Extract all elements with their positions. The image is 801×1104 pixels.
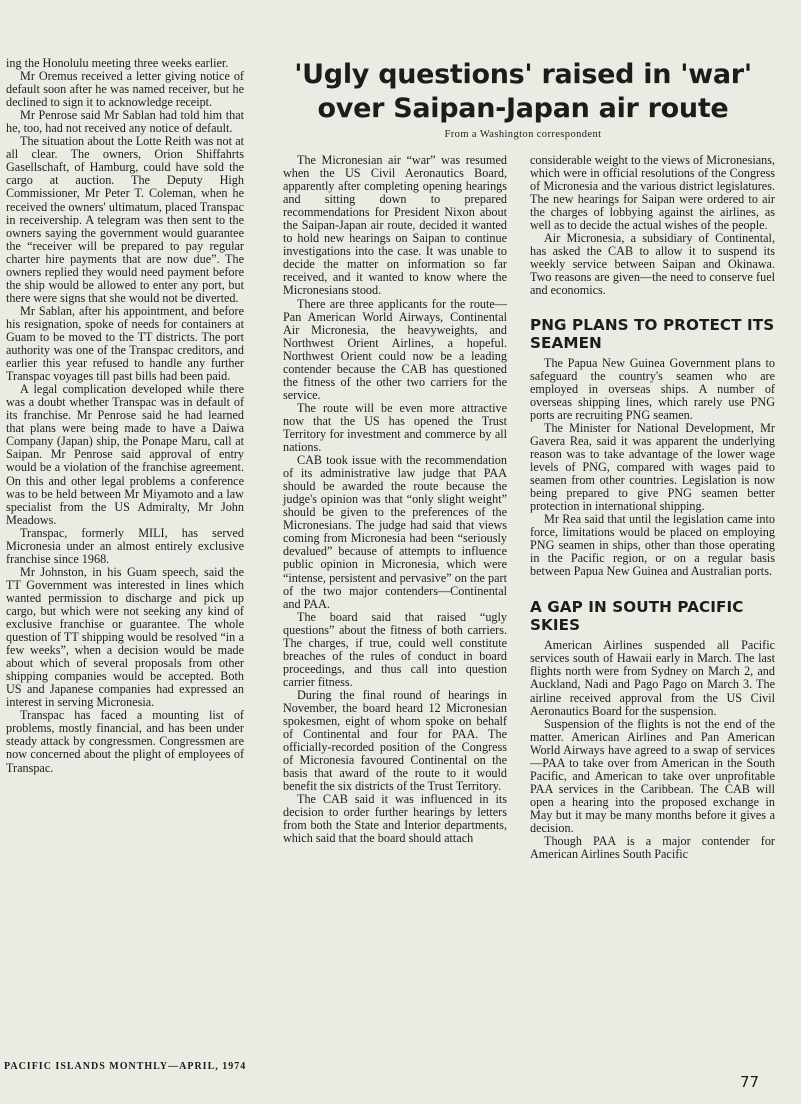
left-paragraph: Mr Penrose said Mr Sablan had told him that he, too, had not received any notice of default. <box>6 108 244 136</box>
article-paragraph: considerable weight to the views of Micronesians, which were in official resolutions of the Congress of Micronesia and the various district legislatures. The new hearings for Saipan were ordered to air the charges of lobbying against the airlines, as well as to decide the actual wishes of the people. <box>530 153 775 233</box>
article-paragraph: The board said that raised “ugly questions” about the fitness of both carriers. The charges, if true, could well constitute breaches of the rules of conduct in board proceedings, and thus call into question carrier fitness. <box>283 609 507 689</box>
left-paragraph: Transpac, formerly MILI, has served Micronesia under an almost entirely exclusive franchise since 1968. <box>6 525 244 566</box>
article-paragraph: The route will be even more attractive now that the US has opened the Trust Territory for investment and commerce by all nations. <box>283 400 507 455</box>
png-paragraph: Mr Rea said that until the legislation came into force, limitations would be placed on employing PNG seamen in ships, other than those operating in the Pacific region, or on a regular basis between Papua New Guinea and Australian ports. <box>530 512 775 579</box>
headline-line-1: 'Ugly questions' raised in 'war' <box>294 59 752 90</box>
left-column <box>6 57 244 775</box>
article-paragraph: CAB took issue with the recommendation of its administrative law judge that PAA should be awarded the route because the judge's opinion was that “only slight weight” should be given to the preferences of the Micronesians. The judge had said that views coming from Micronesia had been “seriously devalued” because of attempts to influence public opinion in Micronesia, which were “intense, persistent and pervasive” on the part of the two major contenders—Continental and PAA. <box>283 453 507 611</box>
article-paragraph: There are three applicants for the route—Pan American World Airways, Continental Air Micronesia, the heavyweights, and Northwest Orient Airlines, a hopeful. Northwest Orient could now be a leading contender because the CAB has questioned the fitness of the other two carriers for the service. <box>283 296 507 402</box>
middle-column <box>283 154 507 845</box>
left-paragraph: A legal complication developed while there was a doubt whether Transpac was in default of its franchise. Mr Penrose said he had learned that plans were being made to have a Daiwa Company (Japan) ship, the Ponape Maru, call at Saipan. Mr Penrose said approval of entry would be a violation of the franchise agreement. On this and other legal problems a conference was to be held between Mr Miyamoto and a law specialist from the US Admiralty, Mr John Meadows. <box>6 382 244 527</box>
left-paragraph: ing the Honolulu meeting three weeks earlier. <box>6 56 229 70</box>
left-paragraph: Mr Sablan, after his appointment, and before his resignation, spoke of needs for containers at Guam to be moved to the TT districts. The port authority was one of the Transpac creditors, and earlier this year refused to handle any further Transpac voyages till past bills had been paid. <box>6 303 244 384</box>
byline: From a Washington correspondent <box>444 129 602 140</box>
gap-heading: A GAP IN SOUTH PACIFIC SKIES <box>530 598 744 635</box>
article-headline <box>258 58 788 126</box>
png-heading: PNG PLANS TO PROTECT ITS SEAMEN <box>530 315 775 352</box>
left-paragraph: The situation about the Lotte Reith was not at all clear. The owners, Orion Shiffahrts Gasellschaft, of Hamburg, could have sold the cargo at auction. The Deputy High Commissioner, Mr Peter T. Coleman, when he received the owners' ultimatum, placed Transpac in receivership. A telegram was then sent to the owners saying the government would guarantee the “receiver will be prepared to pay regular charter hire payments that are now due”. The owners replied they would need payment before the ship would be allowed to enter any port, but there were signs that she would not be diverted. <box>6 134 244 305</box>
left-paragraph: Mr Oremus received a letter giving notice of default soon after he was named receiver, but he declined to sign it to acknowledge receipt. <box>6 69 244 110</box>
right-column <box>530 154 775 861</box>
publication-footer: PACIFIC ISLANDS MONTHLY—APRIL, 1974 <box>4 1061 247 1072</box>
article-paragraph: The Micronesian air “war” was resumed when the US Civil Aeronautics Board, apparently after completing opening hearings and sitting down to prepared recommendations for President Nixon about the Saipan-Japan air route, decided it wanted to hold new hearings on Saipan to continue investigations into the case. It was unable to decide the matter on information so far received, and it wanted to know where the Micronesians stood. <box>283 153 507 298</box>
png-paragraph: The Minister for National Development, Mr Gavera Rea, said it was apparent the underlying reason was to take advantage of the lower wage levels of PNG, compared with wages paid to seamen from other countries. Legislation is now being prepared to give PNG seamen better protection in international shipping. <box>530 420 775 514</box>
article-paragraph: Air Micronesia, a subsidiary of Continental, has asked the CAB to allow it to suspend its weekly service between Saipan and Okinawa. Two reasons are given—the need to conserve fuel and economics. <box>530 231 775 298</box>
page-number: 77 <box>740 1073 760 1091</box>
gap-paragraph: Suspension of the flights is not the end of the matter. American Airlines and Pan American World Airways have agreed to a swap of services—PAA to take over from American in the South Pacific, and American to take over unprofitable PAA services in the Caribbean. The CAB will open a hearing into the proposed exchange in May but it may be many months before it gives a decision. <box>530 716 775 835</box>
article-paragraph: During the final round of hearings in November, the board heard 12 Micronesian spokesmen, eight of whom spoke on behalf of Continental and four for PAA. The officially-recorded position of the Congress of Micronesia favoured Continental on the basis that award of the route to it would benefit the six districts of the Trust Territory. <box>283 687 507 794</box>
left-paragraph: Mr Johnston, in his Guam speech, said the TT Government was interested in lines which wanted permission to discharge and pick up cargo, but which were not seeking any kind of exclusive franchise or guarantee. The whole question of TT shipping would be resolved “in a few weeks”, when a decision would be made about which of several proposals from other shipping companies would be accepted. Both US and Japanese companies had expressed an interest in serving Micronesia. <box>6 564 244 710</box>
headline-line-2: over Saipan-Japan air route <box>317 93 729 124</box>
png-paragraph: The Papua New Guinea Government plans to safeguard the country's seamen who are employed in overseas ships. A number of overseas shipping lines, which rarely use PNG ports are recruiting PNG seamen. <box>530 355 775 422</box>
article-paragraph: The CAB said it was influenced in its decision to order further hearings by letters from both the State and Interior departments, which said that the board should attach <box>283 792 507 846</box>
gap-paragraph: Though PAA is a major contender for American Airlines South Pacific <box>530 834 775 862</box>
gap-paragraph: American Airlines suspended all Pacific services south of Hawaii early in March. The last flights north were from Sydney on March 2, and Auckland, Nadi and Pago Pago on March 3. The airline received approval from the US Civil Aeronautics Board for the suspension. <box>530 638 775 718</box>
left-paragraph: Transpac has faced a mounting list of problems, mostly financial, and has been under steady attack by congressmen. Congressmen are now concerned about the plight of employees of Transpac. <box>6 708 244 775</box>
